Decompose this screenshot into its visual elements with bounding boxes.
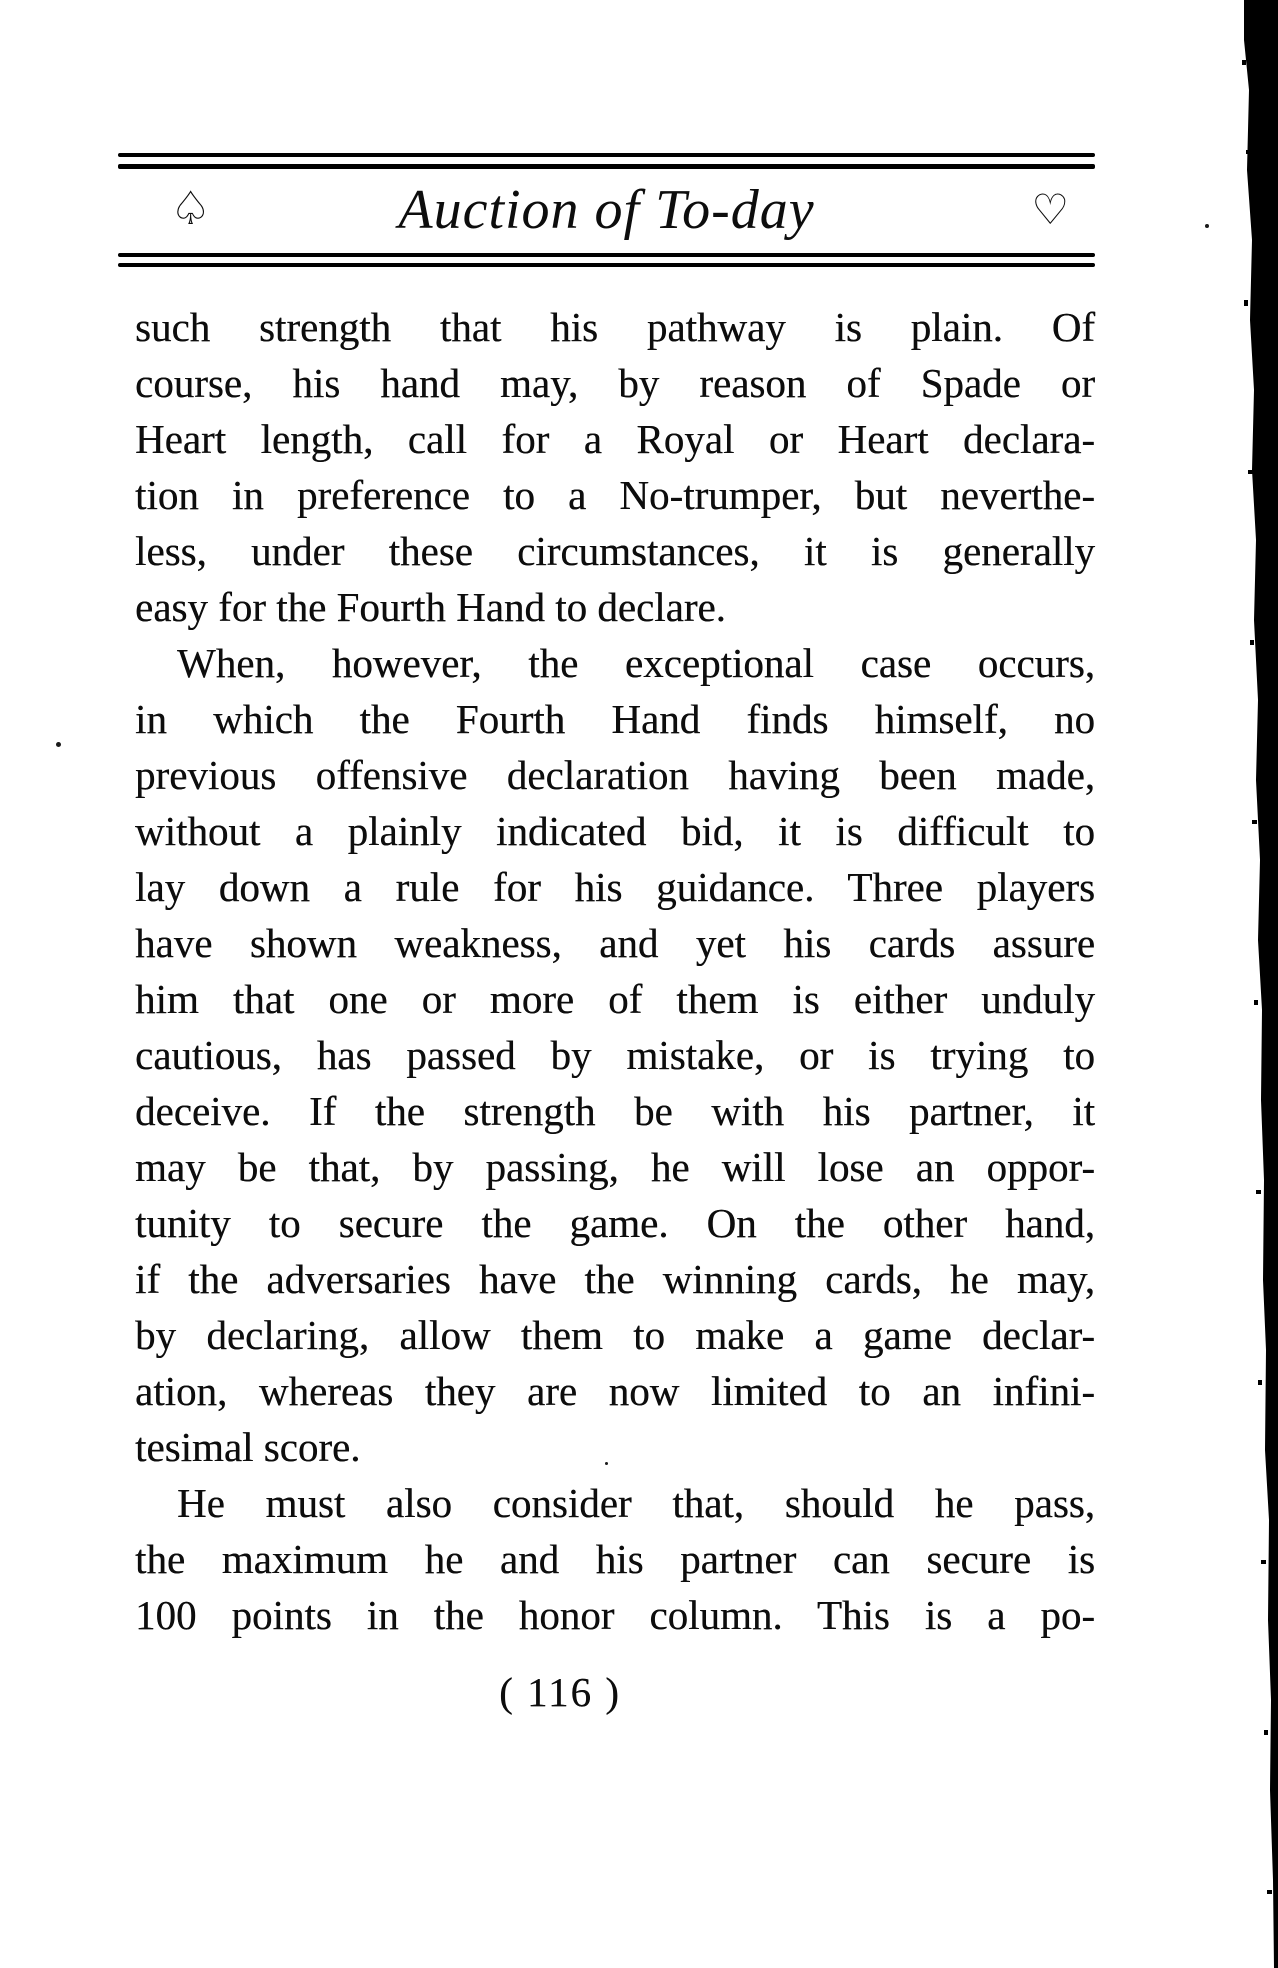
header-rule-bottom-2: [118, 263, 1095, 267]
page-title: Auction of To-day: [398, 179, 815, 241]
text-line: have shown weakness, and yet his cards assure: [135, 920, 1095, 966]
text-line: easy for the Fourth Hand to declare.: [135, 584, 726, 630]
text-line: by declaring, allow them to make a game declar-: [135, 1312, 1095, 1358]
page-number: ( 116 ): [499, 1669, 621, 1715]
text-line: When, however, the exceptional case occurs,: [177, 640, 1095, 686]
text-line: the maximum he and his partner can secure is: [135, 1536, 1095, 1582]
text-line: ation, whereas they are now limited to an infini-: [135, 1368, 1095, 1414]
scan-edge-shape: [1234, 0, 1278, 1968]
text-line: course, his hand may, by reason of Spade or: [135, 360, 1095, 406]
text-line: may be that, by passing, he will lose an oppor-: [135, 1144, 1095, 1190]
paragraph: [135, 1475, 1095, 1643]
text-line: him that one or more of them is either unduly: [135, 976, 1095, 1022]
text-line: less, under these circumstances, it is generally: [135, 528, 1095, 574]
scan-speck: [56, 742, 61, 747]
text-line: without a plainly indicated bid, it is difficult to: [135, 808, 1095, 854]
text-line: tion in preference to a No-trumper, but neverthe-: [135, 472, 1095, 518]
text-line: deceive. If the strength be with his partner, it: [135, 1088, 1095, 1134]
scan-speck: [1205, 224, 1209, 228]
text-line: in which the Fourth Hand finds himself, no: [135, 696, 1095, 742]
text-line: He must also consider that, should he pass,: [177, 1480, 1095, 1526]
text-line: cautious, has passed by mistake, or is trying to: [135, 1032, 1095, 1078]
body-text: [135, 299, 1095, 1643]
text-line: Heart length, call for a Royal or Heart declara-: [135, 416, 1095, 462]
text-line: 100 points in the honor column. This is a po-: [135, 1592, 1095, 1638]
scan-edge-shadow: [1234, 0, 1278, 1968]
text-line: if the adversaries have the winning cards, he may,: [135, 1256, 1095, 1302]
page-header: [118, 153, 1095, 267]
text-line: tesimal score.: [135, 1424, 361, 1470]
paragraph: [135, 635, 1095, 1475]
heart-icon: ♡: [1031, 185, 1069, 234]
text-line: previous offensive declaration having been made,: [135, 752, 1095, 798]
text-line: tunity to secure the game. On the other hand,: [135, 1200, 1095, 1246]
scan-speck: [605, 1462, 608, 1465]
paragraph: [135, 299, 1095, 635]
header-row: [118, 169, 1095, 253]
text-line: such strength that his pathway is plain. Of: [135, 304, 1095, 350]
text-line: lay down a rule for his guidance. Three players: [135, 864, 1095, 910]
spade-icon: ♤: [170, 181, 212, 235]
